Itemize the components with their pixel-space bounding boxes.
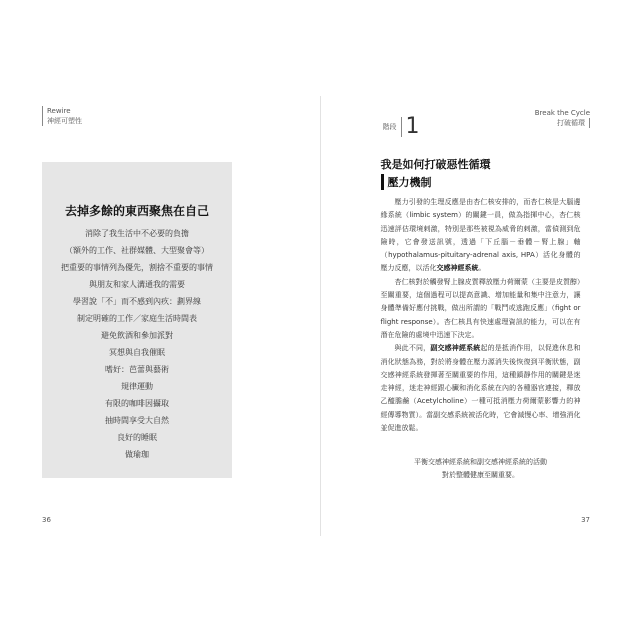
paragraph-3 bbox=[381, 342, 581, 435]
left-page bbox=[10, 96, 321, 536]
list-item: 把重要的事情列為優先，割捨不重要的事情 bbox=[61, 263, 213, 272]
chapter-label: 階段 bbox=[382, 122, 397, 131]
book-title-zh: 神經可塑性 bbox=[47, 117, 82, 125]
callout-line: 對於整體健康至關重要。 bbox=[442, 471, 519, 479]
section-title-zh: 打破循環 bbox=[535, 118, 590, 128]
chapter-number: 1 bbox=[405, 114, 420, 139]
right-page bbox=[321, 96, 631, 536]
list-item: 規律運動 bbox=[121, 382, 153, 391]
list-item: 消除了我生活中不必要的負擔 bbox=[85, 229, 189, 238]
list-item: 良好的睡眠 bbox=[117, 433, 157, 442]
callout-line: 平衡交感神經系統和副交感神經系統的活動 bbox=[414, 458, 547, 466]
book-spread bbox=[10, 96, 630, 536]
running-head-left bbox=[42, 106, 82, 126]
list-item: 制定明確的工作／家庭生活時間表 bbox=[77, 314, 197, 323]
paragraph-text: 壓力引發的生理反應是由杏仁核安排的，而杏仁核是大腦邊緣系統（limbic system）的關鍵一員，做為指揮中心，杏仁核迅速評估環境刺激，特別是那些被視為威脅的刺激，當偵測到危險時，它會發送訊號，透過「下丘腦－垂體－腎上腺」軸（hypothalamus-pituitary-adrenal axis, HPA）活化身體的壓力反應，以活化 bbox=[380, 198, 581, 273]
subsection-heading: 壓力機制 bbox=[381, 174, 432, 190]
body-text bbox=[381, 196, 581, 435]
page-number-right: 37 bbox=[581, 516, 590, 524]
section-title-en: Break the Cycle bbox=[534, 109, 590, 117]
paragraph-text: 起的是抵消作用，以促進休息和消化狀態為務，對於將身體在壓力源消失後恢復到平衡狀態，副交感神經系統發揮著至關重要的作用，這種鎮靜作用的關鍵是迷走神經，迷走神經跟心臟和消化系統在內的各種器官連接，釋放乙醯膽鹼（Acetylcholine）一種可抵消壓力荷爾蒙影響力的神經傳導物質）。當副交感系統被活化時，它會減慢心率、增強消化並促進放鬆。 bbox=[380, 344, 581, 433]
paragraph-text: 。 bbox=[478, 264, 486, 273]
callout-quote bbox=[381, 456, 581, 482]
list-item: 有限的咖啡因攝取 bbox=[105, 399, 169, 408]
list-item: 避免飲酒和參加派對 bbox=[101, 331, 173, 340]
bold-term: 交感神經系統 bbox=[436, 264, 479, 273]
section-heading: 我是如何打破惡性循環 bbox=[380, 158, 491, 171]
paragraph-text: 與此不同， bbox=[394, 344, 431, 353]
list-item: 與朋友和家人溝通我的需要 bbox=[89, 280, 185, 289]
paragraph-2: 杏仁核對於觸發腎上腺皮質釋放壓力荷爾蒙（主要是皮質醇）至關重要，這個過程可以提高意識、增加能量和集中注意力，讓身體準備好應付挑戰，做出所謂的「戰鬥或逃跑反應」（fight or flight response）。杏仁核具有快速處理資訊的能力，可以在有潛在危險的處境中迅速下決定。 bbox=[380, 277, 581, 339]
list-item: 冥想與自我催眠 bbox=[109, 348, 165, 357]
running-head-right bbox=[535, 108, 590, 128]
box-title: 去掉多餘的東西聚焦在自己 bbox=[64, 204, 209, 218]
list-item: （額外的工作、社群媒體、大型聚會等） bbox=[65, 246, 209, 255]
page-number-left: 36 bbox=[42, 516, 51, 524]
book-title-en: Rewire bbox=[47, 107, 71, 115]
paragraph-1 bbox=[381, 196, 581, 276]
chapter-marker bbox=[383, 114, 420, 139]
list-item: 抽時間享受大自然 bbox=[105, 416, 169, 425]
list-item: 嗜好：芭蕾與藝術 bbox=[105, 365, 169, 374]
chapter-divider bbox=[401, 117, 402, 137]
bold-term: 副交感神經系統 bbox=[430, 344, 481, 353]
list-item: 做瑜珈 bbox=[125, 450, 149, 459]
focus-list-box bbox=[42, 162, 232, 478]
list-item: 學習說「不」而不感到內疚：劃界線 bbox=[73, 297, 201, 306]
